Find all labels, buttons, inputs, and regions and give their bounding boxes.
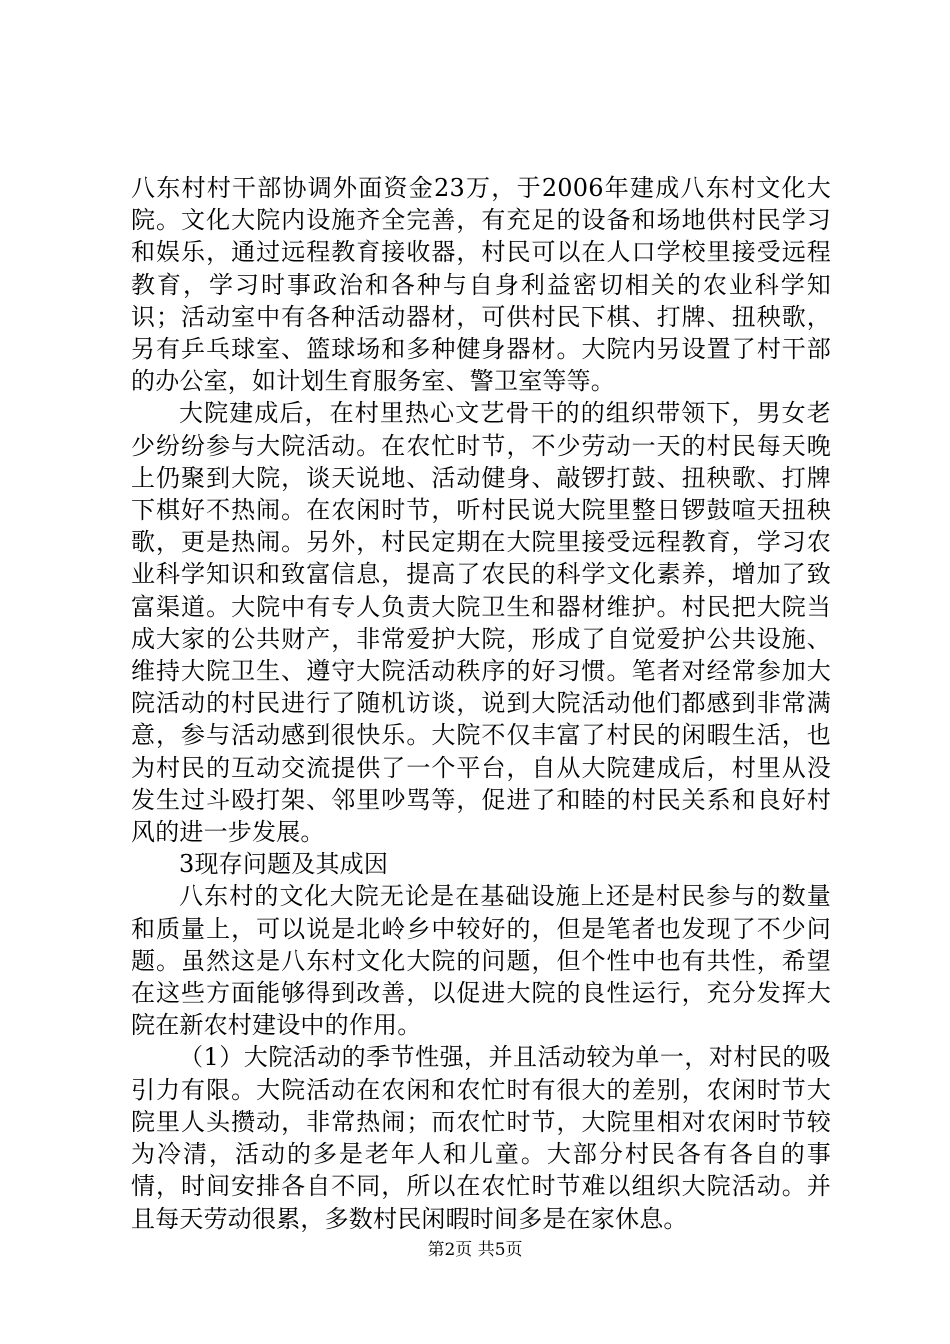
paragraph-cultural-compound-facilities: 八东村村干部协调外面资金23万，于2006年建成八东村文化大院。文化大院内设施齐全完善，有充足的设备和场地供村民学习和娱乐，通过远程教育接收器，村民可以在人口学校里接受远程教育，学习时事政治和各种与自身利益密切相关的农业科学知识；活动室中有各种活动器材，可供村民下棋、打牌、扭秧歌，另有乒乓球室、篮球场和多种健身器材。大院内另设置了村干部的办公室，如计划生育服务室、警卫室等等。	[131, 174, 831, 396]
page-number-footer: 第2页 共5页	[427, 1240, 523, 1260]
paragraph-problem-seasonality: （1）大院活动的季节性强，并且活动较为单一，对村民的吸引力有限。大院活动在农闲和农忙时有很大的差别，农闲时节大院里人头攒动，非常热闹；而农忙时节，大院里相对农闲时节较为冷清，活动的多是老年人和儿童。大部分村民各有各自的事情，时间安排各自不同，所以在农忙时节难以组织大院活动。并且每天劳动很累，多数村民闲暇时间多是在家休息。	[131, 1043, 831, 1233]
paragraph-compound-activities: 大院建成后，在村里热心文艺骨干的的组织带领下，男女老少纷纷参与大院活动。在农忙时节，不少劳动一天的村民每天晚上仍聚到大院，谈天说地、活动健身、敲锣打鼓、扭秧歌、打牌下棋好不热闹。在农闲时节，听村民说大院里整日锣鼓喧天扭秧歌，更是热闹。另外，村民定期在大院里接受远程教育，学习农业科学知识和致富信息，提高了农民的科学文化素养，增加了致富渠道。大院中有专人负责大院卫生和器材维护。村民把大院当成大家的公共财产，非常爱护大院，形成了自觉爱护公共设施、维持大院卫生、遵守大院活动秩序的好习惯。笔者对经常参加大院活动的村民进行了随机访谈，说到大院活动他们都感到非常满意，参与活动感到很快乐。大院不仅丰富了村民的闲暇生活，也为村民的互动交流提供了一个平台，自从大院建成后，村里从没发生过斗殴打架、邻里吵骂等，促进了和睦的村民关系和良好村风的进一步发展。	[131, 399, 831, 847]
document-body	[131, 172, 831, 1235]
section-heading-problems: 3现存问题及其成因	[179, 850, 389, 879]
paragraph-problems-intro: 八东村的文化大院无论是在基础设施上还是村民参与的数量和质量上，可以说是北岭乡中较好的，但是笔者也发现了不少问题。虽然这是八东村文化大院的问题，但个性中也有共性，希望在这些方面能够得到改善，以促进大院的良性运行，充分发挥大院在新农村建设中的作用。	[131, 882, 831, 1040]
